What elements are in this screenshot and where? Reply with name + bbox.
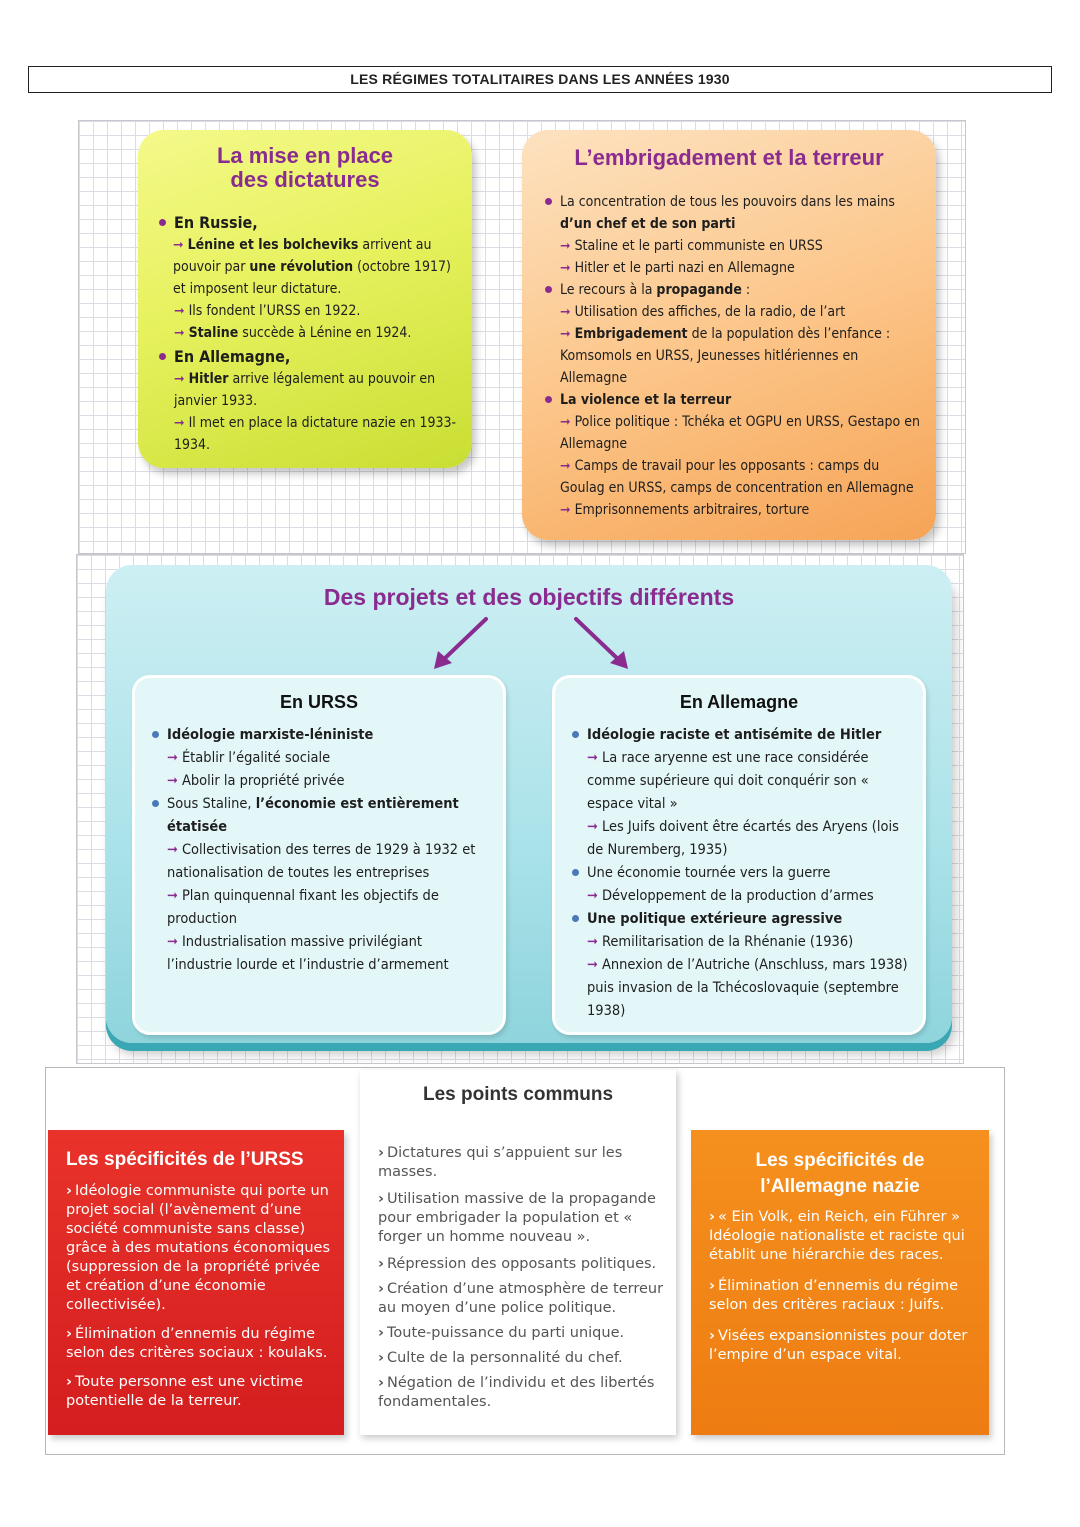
card-projets: [106, 565, 952, 1043]
page-title: LES RÉGIMES TOTALITAIRES DANS LES ANNÉES 1930: [28, 66, 1052, 93]
chevron-right-icon: ›: [66, 1183, 72, 1199]
arrow-icon: ➞: [560, 414, 571, 430]
specs-urss-item: › Toute personne est une victime potentielle de la terreur.: [66, 1374, 304, 1409]
arrow-icon: ➞: [167, 842, 178, 858]
specs-allemagne-item: › Visées expansionnistes pour doter l’empire d’un espace vital.: [709, 1328, 968, 1363]
points-communs-title: Les points communs: [422, 1084, 614, 1105]
communs-item: › Toute-puissance du parti unique.: [378, 1325, 625, 1341]
chevron-right-icon: ›: [378, 1375, 384, 1391]
all-line-2-1: ➞ Développement de la production d’armes: [587, 888, 874, 904]
chevron-right-icon: ›: [378, 1281, 384, 1297]
arrow-icon: ➞: [560, 238, 571, 254]
chevron-right-icon: ›: [378, 1191, 384, 1207]
arrow-icon: ➞: [587, 819, 598, 835]
chevron-right-icon: ›: [709, 1328, 715, 1344]
embr-line-2-1: ➞ Utilisation des affiches, de la radio, de l’art: [560, 304, 846, 320]
specs-allemagne-title: Les spécificités de l’Allemagne nazie: [755, 1150, 925, 1197]
bullet-russie: En Russie,: [156, 212, 464, 234]
chevron-right-icon: ›: [378, 1325, 384, 1341]
arrow-icon: ➞: [587, 957, 598, 973]
card-embrigadement-title: L’embrigadement et la terreur: [574, 145, 884, 170]
specs-urss-title: Les spécificités de l’URSS: [66, 1149, 304, 1170]
card-projets-title: Des projets et des objectifs différents: [323, 584, 735, 610]
specs-urss-list: [66, 1182, 336, 1421]
card-points-communs: [360, 1070, 676, 1435]
urss-bullet-2: Sous Staline, l’économie est entièrement étatisée: [149, 793, 483, 839]
urss-line-2-1: ➞ Collectivisation des terres de 1929 à 1932 et nationalisation de toutes les entreprises: [167, 842, 476, 881]
all-bullet-2: Une économie tournée vers la guerre: [569, 862, 911, 885]
box-allemagne-title: En Allemagne: [679, 692, 799, 712]
embr-line-3-1: ➞ Police politique : Tchéka et OGPU en URSS, Gestapo en Allemagne: [560, 414, 920, 452]
chevron-right-icon: ›: [709, 1209, 715, 1225]
embr-line-2-2: ➞ Embrigadement de la population dès l’enfance : Komsomols en URSS, Jeunesses hitlériennes en Allemagne: [560, 326, 891, 386]
arrow-icon: ➞: [167, 750, 178, 766]
allemagne-text: [569, 724, 911, 1023]
card-specs-allemagne: [691, 1130, 989, 1435]
arrow-icon: ➞: [560, 326, 571, 342]
points-communs-list: [378, 1144, 668, 1418]
arrow-icon: ➞: [560, 502, 571, 518]
chevron-right-icon: ›: [378, 1350, 384, 1366]
box-urss: [132, 675, 506, 1035]
box-urss-title: En URSS: [279, 692, 358, 712]
specs-allemagne-item: › Élimination d’ennemis du régime selon des critères raciaux : Juifs.: [709, 1278, 959, 1313]
embr-line-3-3: ➞ Emprisonnements arbitraires, torture: [560, 502, 810, 518]
all-line-3-1: ➞ Remilitarisation de la Rhénanie (1936): [587, 934, 854, 950]
dictatures-text: [156, 212, 464, 456]
specs-urss-item: › Idéologie communiste qui porte un projet social (l’avènement d’une société communiste sans classe) grâce à des mutations économiques (suppression de la propriété privée et création d’une économie collectivisée).: [66, 1183, 331, 1313]
all-bullet-1: Idéologie raciste et antisémite de Hitler: [569, 724, 911, 747]
arrow-icon: ➞: [560, 260, 571, 276]
arrow-icon: ➞: [174, 325, 185, 341]
russie-line-1: ➞ Lénine et les bolcheviks arrivent au pouvoir par une révolution (octobre 1917) et imposent leur dictature.: [173, 237, 451, 297]
bullet-allemagne: En Allemagne,: [156, 346, 464, 368]
embr-line-1-2: ➞ Hitler et le parti nazi en Allemagne: [560, 260, 795, 276]
urss-line-2-3: ➞ Industrialisation massive privilégiant l’industrie lourde et l’industrie d’armement: [167, 934, 449, 973]
arrow-icon: ➞: [167, 934, 178, 950]
arrow-icon: ➞: [560, 458, 571, 474]
communs-item: › Création d’une atmosphère de terreur au moyen d’une police politique.: [378, 1281, 664, 1316]
urss-text: [149, 724, 483, 977]
arrow-icon: ➞: [560, 304, 571, 320]
embr-bullet-3: La violence et la terreur: [542, 389, 920, 411]
card-dictatures: [138, 130, 472, 468]
arrow-icon: ➞: [167, 773, 178, 789]
communs-item: › Dictatures qui s’appuient sur les masses.: [378, 1145, 623, 1180]
allemagne-line-1: ➞ Hitler arrive légalement au pouvoir en janvier 1933.: [174, 371, 436, 409]
all-line-1-2: ➞ Les Juifs doivent être écartés des Aryens (lois de Nuremberg, 1935): [587, 819, 899, 858]
chevron-right-icon: ›: [709, 1278, 715, 1294]
arrow-icon: ➞: [587, 750, 598, 766]
communs-item: › Utilisation massive de la propagande pour embrigader la population et « forger un homme nouveau ».: [378, 1191, 656, 1245]
communs-item: › Culte de la personnalité du chef.: [378, 1350, 623, 1366]
all-line-3-2: ➞ Annexion de l’Autriche (Anschluss, mars 1938) puis invasion de la Tchécoslovaquie (septembre 1938): [587, 957, 908, 1019]
russie-line-3: ➞ Staline succède à Lénine en 1924.: [174, 325, 412, 341]
all-line-1-1: ➞ La race aryenne est une race considérée comme supérieure qui doit conquérir son « espace vital »: [587, 750, 869, 812]
embr-line-1-1: ➞ Staline et le parti communiste en URSS: [560, 238, 823, 254]
urss-bullet-1: Idéologie marxiste-léniniste: [149, 724, 483, 747]
chevron-right-icon: ›: [378, 1256, 384, 1272]
allemagne-line-2: ➞ Il met en place la dictature nazie en 1933-1934.: [174, 415, 457, 453]
embr-bullet-2: Le recours à la propagande :: [542, 279, 920, 301]
specs-urss-item: › Élimination d’ennemis du régime selon des critères sociaux : koulaks.: [66, 1326, 328, 1361]
russie-line-2: ➞ Ils fondent l’URSS en 1922.: [174, 303, 361, 319]
arrow-icon: ➞: [174, 415, 185, 431]
chevron-right-icon: ›: [378, 1145, 384, 1161]
arrow-icon: ➞: [173, 237, 184, 253]
specs-allemagne-list: [709, 1208, 977, 1375]
card-specs-urss: [48, 1130, 344, 1435]
arrow-icon: ➞: [174, 303, 185, 319]
all-bullet-3: Une politique extérieure agressive: [569, 908, 911, 931]
communs-item: › Répression des opposants politiques.: [378, 1256, 657, 1272]
arrow-icon: ➞: [587, 888, 598, 904]
urss-line-1-2: ➞ Abolir la propriété privée: [167, 773, 345, 789]
arrow-icon: ➞: [174, 371, 185, 387]
arrow-icon: ➞: [587, 934, 598, 950]
embr-bullet-1: La concentration de tous les pouvoirs dans les mains d’un chef et de son parti: [542, 191, 920, 235]
split-arrows-icon: [426, 613, 636, 673]
chevron-right-icon: ›: [66, 1326, 72, 1342]
chevron-right-icon: ›: [66, 1374, 72, 1390]
urss-line-2-2: ➞ Plan quinquennal fixant les objectifs de production: [167, 888, 439, 927]
card-dictatures-title: La mise en place des dictatures: [216, 143, 394, 192]
embr-line-3-2: ➞ Camps de travail pour les opposants : camps du Goulag en URSS, camps de concentration en Allemagne: [560, 458, 914, 496]
specs-allemagne-item: › « Ein Volk, ein Reich, ein Führer » Idéologie nationaliste et raciste qui établit une hiérarchie des races.: [709, 1209, 965, 1263]
urss-line-1-1: ➞ Établir l’égalité sociale: [167, 750, 331, 766]
embrigadement-text: [542, 191, 920, 521]
card-embrigadement: [522, 130, 936, 540]
box-allemagne: [552, 675, 926, 1035]
communs-item: › Négation de l’individu et des libertés fondamentales.: [378, 1375, 655, 1410]
arrow-icon: ➞: [167, 888, 178, 904]
